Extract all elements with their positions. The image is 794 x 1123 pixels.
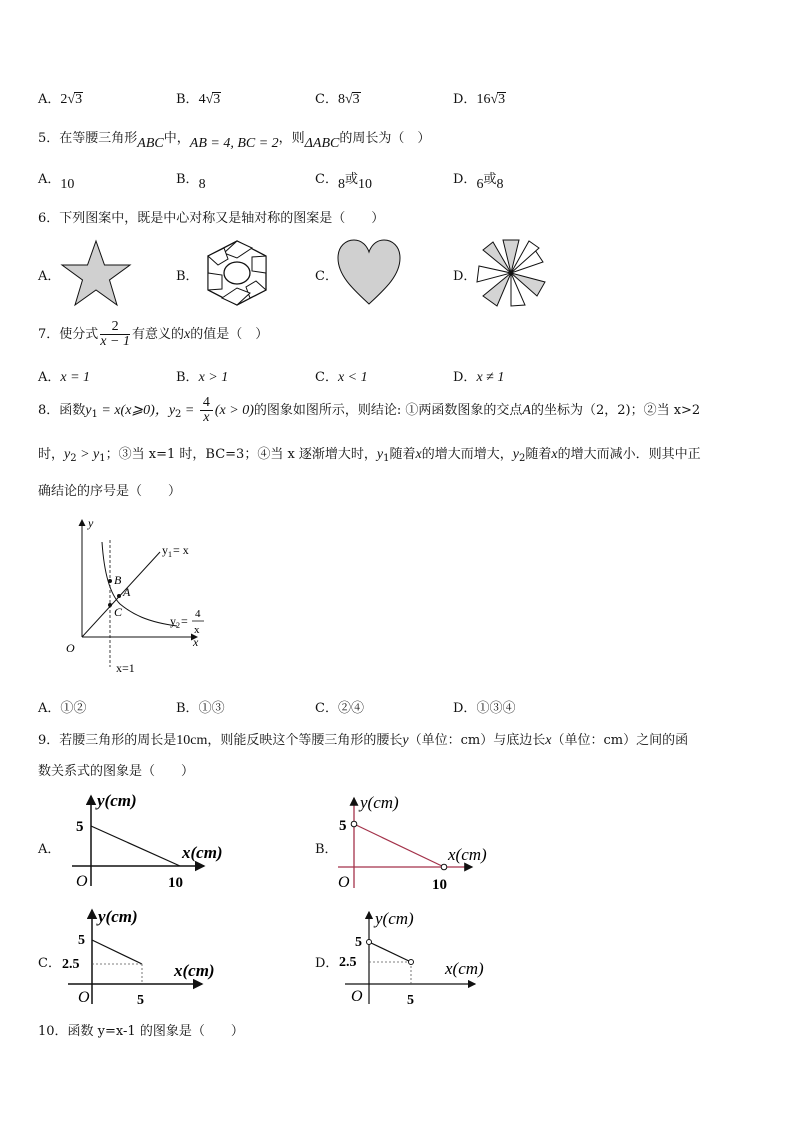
q4-option-c[interactable]: C．8√3 xyxy=(315,92,360,107)
q5-text-4: 的周长为（ ） xyxy=(339,131,431,146)
q10-text: 函数 y=x-1 的图象是（ ） xyxy=(67,1024,244,1039)
q8-point-a: A xyxy=(522,403,531,418)
q8-origin-label: O xyxy=(66,641,75,655)
q8-stem-line-2 xyxy=(38,443,701,464)
q4-option-a-letter: A． xyxy=(38,92,61,107)
q8-f2-eq: = xyxy=(181,403,198,418)
q4-option-b[interactable]: B．4√3 xyxy=(176,92,221,107)
q4-option-b-letter: B． xyxy=(176,92,199,107)
q5-option-a-letter: A． xyxy=(38,172,61,187)
q9-d-x-tick: 5 xyxy=(407,993,414,1008)
q8-text-1: 函数 xyxy=(59,403,86,418)
q5-option-c-value-2: 10 xyxy=(357,177,372,192)
q9-d-y-tick-2: 2.5 xyxy=(339,955,357,970)
q9-graph-b xyxy=(332,790,512,892)
q7-option-d[interactable] xyxy=(453,366,504,386)
q9-b-y-label: y(cm) xyxy=(360,793,399,812)
q7-option-a-letter: A． xyxy=(38,370,61,385)
q9-b-x-label: x(cm) xyxy=(448,845,487,864)
q7-fraction-denominator: x − 1 xyxy=(100,334,130,349)
q7-option-a[interactable] xyxy=(38,366,90,386)
q9-stem-line-2: 数关系式的图象是（ ） xyxy=(38,764,195,779)
q5-option-b[interactable] xyxy=(176,168,206,192)
q8-f1-rhs: = x(x⩾0)， xyxy=(97,403,169,418)
q8-option-a-letter: A． xyxy=(38,701,61,716)
pinwheel-figure xyxy=(475,238,547,308)
q8-line2-2: ；③当 x=1 时，BC=3；④当 x 逐渐增大时， xyxy=(105,447,377,462)
q8-line2-6: 的增大而减小．则其中正 xyxy=(557,447,701,462)
q4-option-d-letter: D． xyxy=(453,92,477,107)
q9-graph-a xyxy=(64,790,244,892)
hexagon-pinwheel-figure xyxy=(200,238,274,308)
heart-figure xyxy=(336,238,402,306)
q5-text-3: ，则 xyxy=(278,131,305,146)
q8-point-c xyxy=(108,603,112,607)
q8-y2: y xyxy=(512,447,519,462)
q9-var-y: y xyxy=(402,733,409,748)
q7-option-d-expr: x ≠ 1 xyxy=(476,370,505,385)
q5-option-d-letter: D． xyxy=(453,172,477,187)
q9-text-3: （单位：cm）与底边长 xyxy=(408,733,546,748)
q7-text-1: 使分式 xyxy=(59,327,99,342)
q9-option-b-letter[interactable]: B． xyxy=(315,842,338,857)
q4-option-a[interactable]: A．2√3 xyxy=(38,92,83,107)
q9-text-2: ，则能反映这个等腰三角形的腰长 xyxy=(207,733,403,748)
q8-line2-3: 随着 xyxy=(389,447,416,462)
q8-cmp-sub2: 2 xyxy=(70,453,77,464)
q7-option-a-expr: x = 1 xyxy=(60,370,91,385)
q6-option-d-letter[interactable]: D． xyxy=(453,269,477,284)
q4-option-b-coef: 4 xyxy=(198,92,206,107)
q7-text-2: 有意义的 xyxy=(131,327,184,342)
q8-f2: y xyxy=(168,403,176,418)
q8-line-y1 xyxy=(82,552,160,637)
q5-text-1: 在等腰三角形 xyxy=(59,131,138,146)
q8-point-b xyxy=(108,579,112,583)
q8-line2-5: 随着 xyxy=(525,447,552,462)
q5-option-d-value-2: 8 xyxy=(496,177,504,192)
q9-c-origin: O xyxy=(78,989,90,1006)
q7-fraction-numerator: 2 xyxy=(100,320,130,335)
q8-option-b-value: ①③ xyxy=(198,701,225,716)
q6-option-c-letter[interactable]: C． xyxy=(315,269,338,284)
q10-number: 10． xyxy=(38,1024,68,1039)
q8-y-axis-label: y xyxy=(88,516,94,530)
q8-f1-sub: 1 xyxy=(91,409,98,420)
q8-option-b[interactable] xyxy=(176,697,225,716)
q7-number: 7． xyxy=(38,327,60,342)
q5-option-a-value: 10 xyxy=(60,177,75,192)
q8-line2-x2: x xyxy=(551,447,558,462)
q8-option-c-value: ②④ xyxy=(337,701,364,716)
q9-a-origin: O xyxy=(76,873,88,890)
q5-option-c-value-1: 8 xyxy=(337,177,345,192)
q6-text: 下列图案中，既是中心对称又是轴对称的图案是（ ） xyxy=(59,211,385,226)
q4-option-a-radicand: 3 xyxy=(75,92,83,107)
q4-option-d-coef: 16 xyxy=(476,92,491,107)
q4-option-c-radicand: 3 xyxy=(352,92,360,107)
q4-option-b-radicand: 3 xyxy=(213,92,221,107)
q4-option-c-coef: 8 xyxy=(337,92,345,107)
q8-label-c: C xyxy=(114,605,123,619)
q9-text-4: （单位：cm）之间的函 xyxy=(551,733,689,748)
q5-text-2: 中， xyxy=(163,131,190,146)
star-figure xyxy=(60,238,132,308)
q5-triangle-2: ΔABC xyxy=(304,136,340,151)
q9-a-x-tick: 10 xyxy=(168,875,183,891)
q9-a-y-tick: 5 xyxy=(76,819,84,835)
q9-b-y-tick: 5 xyxy=(339,818,347,834)
q8-option-c[interactable] xyxy=(315,697,364,716)
q8-text-3: 的坐标为（2，2)；②当 x>2 xyxy=(530,403,701,418)
q4-option-c-letter: C． xyxy=(315,92,338,107)
q6-stem xyxy=(38,207,384,226)
q8-option-d-letter: D． xyxy=(453,701,477,716)
q9-option-d-letter[interactable]: D． xyxy=(315,956,339,971)
q8-label-b: B xyxy=(114,573,122,587)
q5-option-a[interactable] xyxy=(38,168,75,192)
q8-label-a: A xyxy=(123,585,131,599)
q9-b-x-tick: 10 xyxy=(432,877,447,892)
q8-f2-domain: (x > 0) xyxy=(214,403,254,418)
q8-f1: y xyxy=(85,403,92,418)
q8-y1: y xyxy=(376,447,384,462)
q5-option-c-or: 或 xyxy=(344,172,358,187)
q8-cmp-y2: y xyxy=(64,447,71,462)
q10-stem xyxy=(38,1020,244,1039)
q5-option-c[interactable] xyxy=(315,168,372,192)
q8-text-2: 的图象如图所示，则结论: ①两函数图象的交点 xyxy=(253,403,523,418)
q8-x-axis-label: x xyxy=(193,635,199,649)
q7-option-c[interactable] xyxy=(315,366,368,386)
q5-condition: AB = 4, BC = 2 xyxy=(189,136,279,151)
q9-var-x: x xyxy=(545,733,552,748)
q4-option-d[interactable]: D．16√3 xyxy=(453,92,506,107)
q8-option-a[interactable] xyxy=(38,697,86,716)
q5-option-b-value: 8 xyxy=(198,177,206,192)
q5-number: 5． xyxy=(38,131,60,146)
q9-option-c-letter[interactable]: C． xyxy=(38,956,61,971)
q7-stem xyxy=(38,320,268,349)
q7-text-3: 的值是（ ） xyxy=(190,327,269,342)
q8-f2-fraction xyxy=(200,396,213,425)
q5-stem xyxy=(38,127,431,151)
q8-graph xyxy=(52,512,212,677)
q5-option-d-value-1: 6 xyxy=(476,177,484,192)
q9-d-y-tick: 5 xyxy=(355,935,362,950)
q7-option-b-expr: x > 1 xyxy=(198,370,229,385)
q9-c-x-label: x(cm) xyxy=(174,961,215,980)
q8-label-y2-den: x xyxy=(194,624,200,636)
q7-option-b[interactable] xyxy=(176,366,228,386)
q9-d-origin: O xyxy=(351,988,363,1005)
q6-option-a-letter[interactable]: A． xyxy=(38,269,61,284)
q8-label-x1: x=1 xyxy=(116,661,135,675)
q8-option-b-letter: B． xyxy=(176,701,199,716)
q8-y1-sub: 1 xyxy=(383,453,390,464)
q8-f2-denominator: x xyxy=(203,410,210,425)
q9-d-y-label: y(cm) xyxy=(375,909,414,928)
q9-text-1: 若腰三角形的周长是 xyxy=(59,733,177,748)
q8-line2-4: 的增大而增大， xyxy=(421,447,513,462)
q9-graph-d xyxy=(335,904,515,1012)
q5-option-b-letter: B． xyxy=(176,172,199,187)
q4-option-d-radicand: 3 xyxy=(498,92,506,107)
q5-triangle: ABC xyxy=(137,136,164,151)
q8-line2-x1: x xyxy=(415,447,422,462)
q9-number: 9． xyxy=(38,733,60,748)
q9-c-x-tick: 5 xyxy=(137,993,144,1008)
q9-perimeter: 10cm xyxy=(176,733,208,748)
q9-c-y-tick: 5 xyxy=(78,933,85,948)
q8-option-a-value: ①② xyxy=(60,701,87,716)
q7-option-c-letter: C． xyxy=(315,370,338,385)
q7-option-b-letter: B． xyxy=(176,370,199,385)
q8-label-y1: $y_1= x$ xyxy=(162,543,189,559)
q5-option-c-letter: C． xyxy=(315,172,338,187)
q8-label-y2-num: 4 xyxy=(195,608,201,620)
q9-stem-line-1 xyxy=(38,729,688,749)
q8-option-d-value: ①③④ xyxy=(476,701,516,716)
q5-option-d-or: 或 xyxy=(483,172,497,187)
q8-cmp-sub1: 1 xyxy=(99,453,106,464)
q6-option-b-letter[interactable]: B． xyxy=(176,269,199,284)
q7-fraction xyxy=(100,320,130,349)
q8-f2-sub: 2 xyxy=(175,409,182,420)
q6-number: 6． xyxy=(38,211,60,226)
q9-a-y-label: y(cm) xyxy=(97,791,137,810)
q5-option-d[interactable] xyxy=(453,168,504,192)
q8-point-a-mark xyxy=(117,594,121,598)
q9-d-x-label: x(cm) xyxy=(445,959,484,978)
q8-line2-1: 时， xyxy=(38,447,65,462)
q8-label-y2: $y_2=$ xyxy=(170,614,188,630)
q8-option-c-letter: C． xyxy=(315,701,338,716)
q9-c-y-tick-2: 2.5 xyxy=(62,957,80,972)
q8-stem-line-1 xyxy=(38,396,700,425)
q9-option-a-letter[interactable]: A． xyxy=(38,842,61,857)
q8-number: 8． xyxy=(38,403,60,418)
q8-cmp-gt: > y xyxy=(76,447,100,462)
q8-f2-numerator: 4 xyxy=(200,396,213,411)
q8-option-d[interactable] xyxy=(453,697,515,716)
q9-graph-c xyxy=(60,904,240,1012)
q9-b-origin: O xyxy=(338,874,350,891)
q7-option-d-letter: D． xyxy=(453,370,477,385)
q9-a-x-label: x(cm) xyxy=(182,843,223,862)
q7-variable: x xyxy=(183,327,191,342)
q8-y2-sub: 2 xyxy=(518,453,526,464)
q9-c-y-label: y(cm) xyxy=(98,907,138,926)
q7-option-c-expr: x < 1 xyxy=(337,370,368,385)
q4-option-a-coef: 2 xyxy=(60,92,68,107)
q8-stem-line-3: 确结论的序号是（ ） xyxy=(38,484,182,499)
